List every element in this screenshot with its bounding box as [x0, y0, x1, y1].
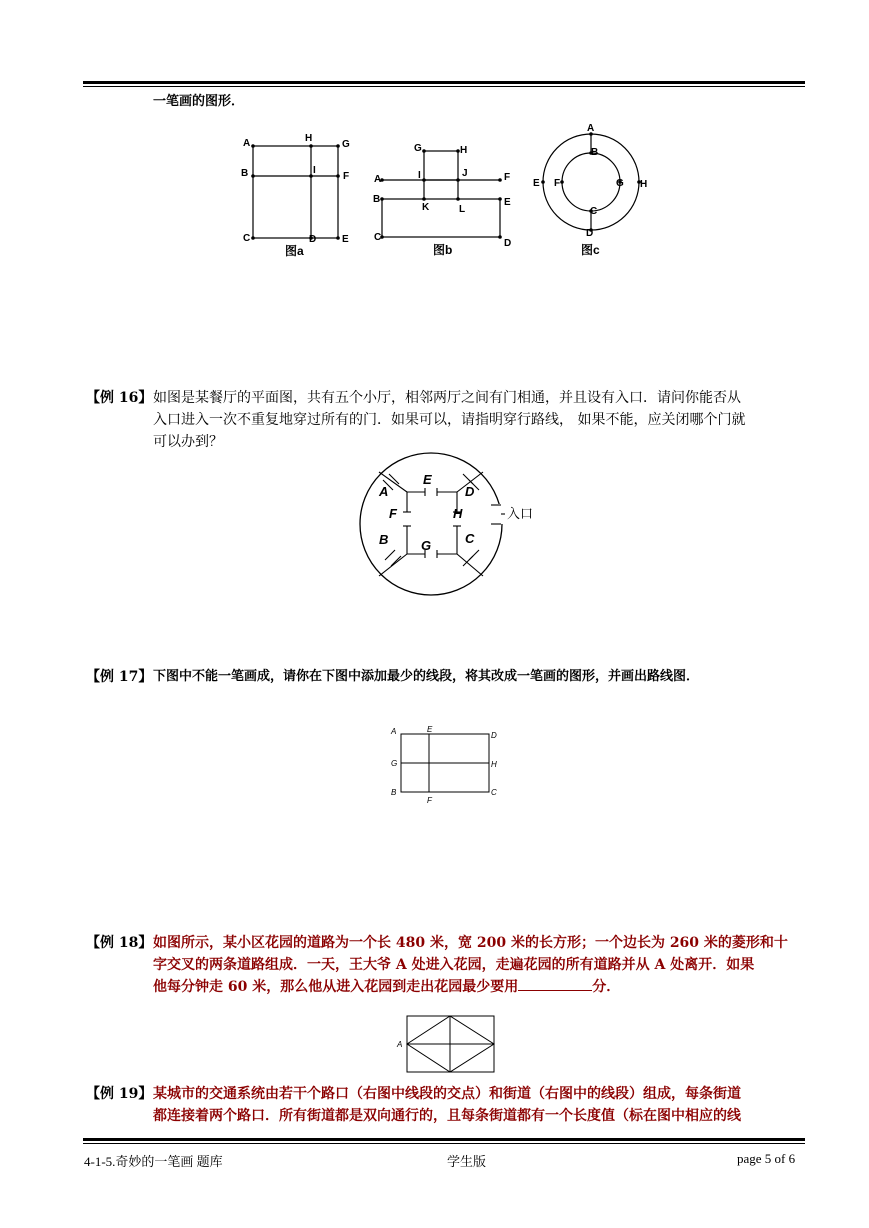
footer-rule-thin: [83, 1143, 805, 1144]
example-17-figure: [385, 722, 515, 812]
footer-center: 学生版: [447, 1154, 487, 1169]
fig-c-label-a: A: [587, 123, 595, 134]
fig-b-label-f: F: [504, 172, 511, 183]
example-16-tag: 【例 16】: [86, 390, 153, 406]
fig17-label-h: H: [491, 760, 497, 769]
example-16-text: [153, 387, 805, 453]
fig-b-label-l: L: [459, 204, 466, 215]
example-16-line-1: 如图是某餐厅的平面图，共有五个小厅，相邻两厅之间有门相通，并且设有入口．请问你能否从: [153, 390, 741, 406]
fig17-label-e: E: [427, 725, 433, 734]
fig-c-label-c: C: [590, 206, 598, 217]
fig-a-label-c: C: [243, 233, 251, 244]
figure-c: [525, 120, 665, 260]
fig-a-label-f: F: [343, 171, 350, 182]
fig-c-label-d: D: [586, 228, 594, 239]
footer-left: 4-1-5.奇妙的一笔画 题库: [84, 1154, 223, 1169]
fig17-label-c: C: [491, 788, 497, 797]
fig-b-label-i: I: [418, 170, 421, 181]
garden-label-a: A: [397, 1040, 403, 1049]
fig-b-label-e: E: [504, 197, 511, 208]
garden-figure: [395, 1012, 505, 1082]
plan-label-a: A: [379, 484, 389, 499]
plan-label-c: C: [465, 531, 475, 546]
plan-label-d: D: [465, 484, 475, 499]
fig-b-label-a: A: [374, 174, 382, 185]
fig17-label-f: F: [427, 796, 432, 805]
fig-a-label-d: D: [309, 234, 317, 245]
footer-rule-thick: [83, 1138, 805, 1141]
fig-b-label-j: J: [462, 168, 468, 179]
fig-c-label-e: E: [533, 178, 540, 189]
fig-b-label-h: H: [460, 145, 468, 156]
fig17-label-b: B: [391, 788, 397, 797]
fig-c-label-b: B: [591, 147, 599, 158]
fig-b-label-c: C: [374, 232, 382, 243]
fig-a-label-e: E: [342, 234, 349, 245]
plan-label-h: H: [453, 506, 463, 521]
plan-label-f: F: [389, 506, 397, 521]
plan-entrance-label: 入口: [507, 506, 534, 521]
example-18-line-3-wrap: [153, 976, 805, 998]
plan-label-e: E: [423, 472, 432, 487]
example-18-text: [153, 932, 805, 998]
fig-b-label-d: D: [504, 238, 512, 249]
footer-page-number: page 5 of 6: [737, 1151, 796, 1166]
fig-c-label-h: H: [640, 179, 648, 190]
fig17-label-g: G: [391, 759, 398, 768]
plan-label-b: B: [379, 532, 389, 547]
fig-c-caption: 图c: [581, 243, 600, 257]
figure-b: [370, 135, 520, 275]
example-16-line-2: 入口进入一次不重复地穿过所有的门．如果可以，请指明穿行路线， 如果不能，应关闭哪个门就: [153, 412, 746, 428]
header-rule-thick: [83, 81, 805, 84]
figure-a: [235, 128, 365, 268]
example-19-line-1: 某城市的交通系统由若干个路口（右图中线段的交点）和街道（右图中的线段）组成，每条街道: [153, 1086, 741, 1102]
fig-b-label-g: G: [414, 143, 422, 154]
example-18-tag: 【例 18】: [86, 935, 153, 951]
fig-a-label-h: H: [305, 133, 313, 144]
example-19-text: [153, 1083, 805, 1127]
example-18-line-1: 如图所示，某小区花园的道路为一个长 480 米，宽 200 米的长方形；一个边长为 260 米的菱形和十: [153, 935, 788, 951]
fig-c-label-g: G: [616, 178, 624, 189]
example-17-text: 下图中不能一笔画成，请你在下图中添加最少的线段，将其改成一笔画的图形，并画出路线图．: [153, 669, 700, 684]
header-rule-thin: [83, 86, 805, 87]
answer-blank[interactable]: [518, 976, 592, 991]
restaurant-floorplan: [355, 448, 555, 618]
fig-b-label-b: B: [373, 194, 381, 205]
intro-text: 一笔画的图形．: [153, 94, 245, 109]
fig-b-label-k: K: [422, 202, 430, 213]
fig-b-caption: 图b: [433, 243, 453, 257]
fig17-label-a: A: [391, 727, 397, 736]
plan-label-g: G: [421, 538, 432, 553]
fig-a-label-b: B: [241, 168, 249, 179]
fig-a-label-a: A: [243, 138, 251, 149]
example-16-line-3: 可以办到？: [153, 434, 223, 450]
example-18-line-4: 分．: [592, 979, 621, 995]
example-18-line-3: 他每分钟走 60 米，那么他从进入花园到走出花园最少要用: [153, 979, 519, 995]
example-19-line-2: 都连接着两个路口．所有街道都是双向通行的，且每条街道都有一个长度值（标在图中相应的线: [153, 1108, 741, 1124]
fig17-label-d: D: [491, 731, 497, 740]
fig-a-label-g: G: [342, 139, 350, 150]
fig-a-label-i: I: [313, 165, 316, 176]
example-17-tag: 【例 17】: [86, 669, 153, 685]
fig-c-label-f: F: [554, 178, 561, 189]
fig-a-caption: 图a: [285, 244, 304, 258]
example-18-line-2: 字交叉的两条道路组成．一天，王大爷 A 处进入花园，走遍花园的所有道路并从 A 处离开．如果: [153, 957, 755, 973]
example-19-tag: 【例 19】: [86, 1086, 153, 1102]
